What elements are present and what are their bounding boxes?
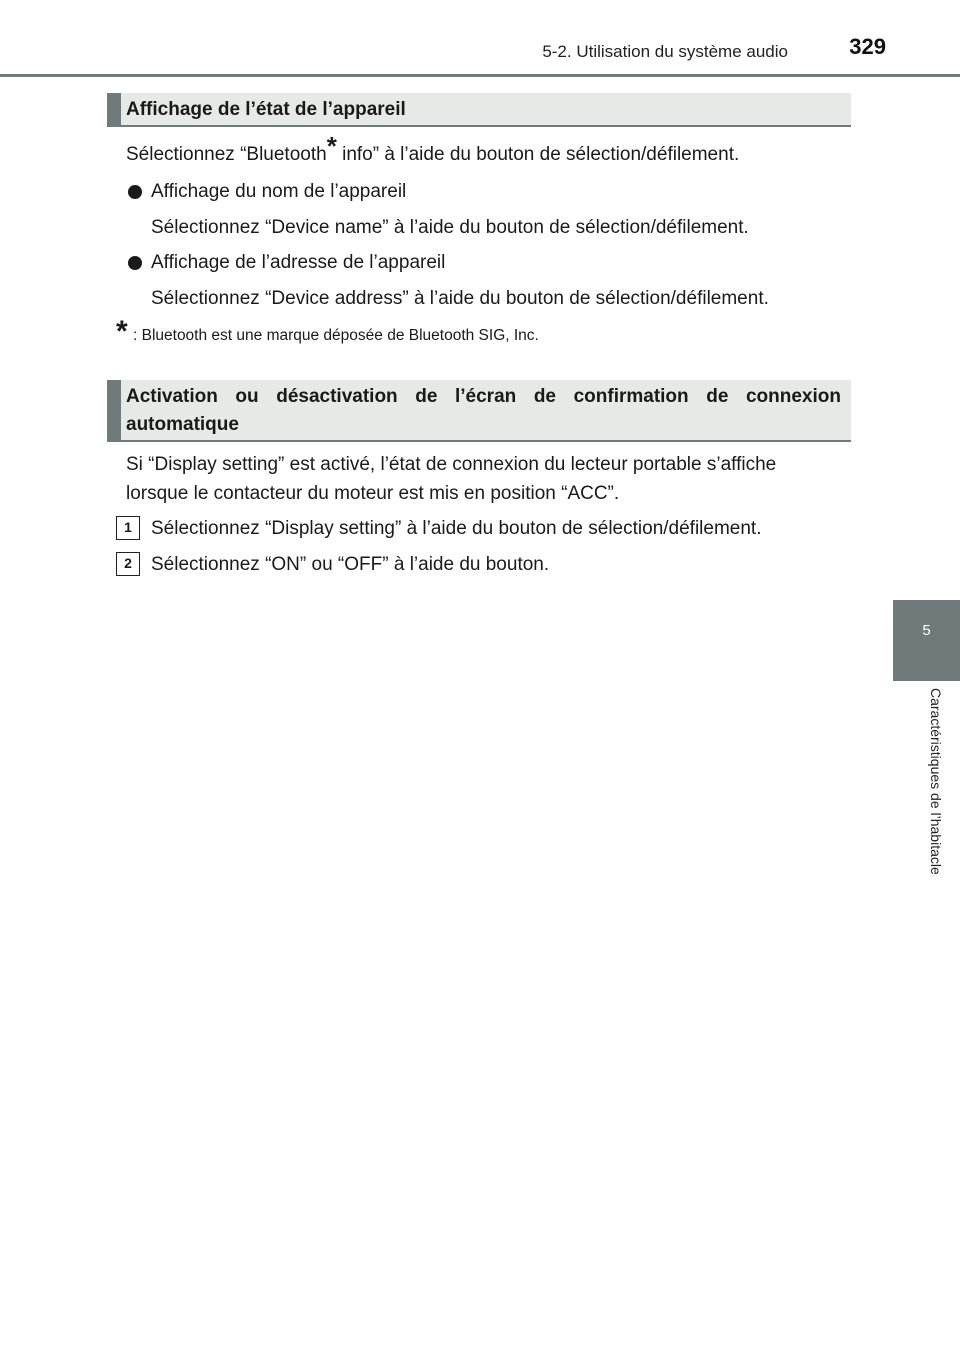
section2-description-line1: Si “Display setting” est activé, l’état de connexion du lecteur portable s’affiche [126,454,777,475]
step-text: Sélectionnez “Display setting” à l’aide du bouton de sélection/défilement. [151,518,762,539]
intro-text-after: info” à l’aide du bouton de sélection/défilement. [336,144,740,165]
section2-description-line2: lorsque le contacteur du moteur est mis en position “ACC”. [126,483,620,504]
bullet-icon [128,185,142,199]
item-instruction-device-name: Sélectionnez “Device name” à l’aide du bouton de sélection/défilement. [151,217,749,238]
item-instruction-device-address: Sélectionnez “Device address” à l’aide du bouton de sélection/défilement. [151,288,769,309]
header-section-title: 5-2. Utilisation du système audio [542,42,788,61]
header-rule [0,74,960,77]
section-heading-device-status: Affichage de l’état de l’appareil [107,93,851,127]
chapter-tab [893,600,960,681]
chapter-number: 5 [922,622,931,639]
step-number-badge: 2 [116,552,140,576]
step-number-badge: 1 [116,516,140,540]
step-text: Sélectionnez “ON” ou “OFF” à l’aide du bouton. [151,554,550,575]
intro-text-before: Sélectionnez “Bluetooth [126,144,327,165]
section1-intro [126,131,740,167]
item-title-device-address: Affichage de l’adresse de l’appareil [151,252,446,273]
bullet-icon [128,256,142,270]
footnote-marker: * [326,131,337,161]
page-number: 329 [849,34,886,59]
footnote-star: * [116,315,128,348]
chapter-caption: Caractéristiques de l’habitacle [928,688,944,875]
item-title-device-name: Affichage du nom de l’appareil [151,181,407,202]
section-heading-auto-connection: Activation ou désactivation de l’écran de confirmation de connexion automatique [107,380,851,442]
footnote-text: : Bluetooth est une marque déposée de Bluetooth SIG, Inc. [133,327,539,344]
